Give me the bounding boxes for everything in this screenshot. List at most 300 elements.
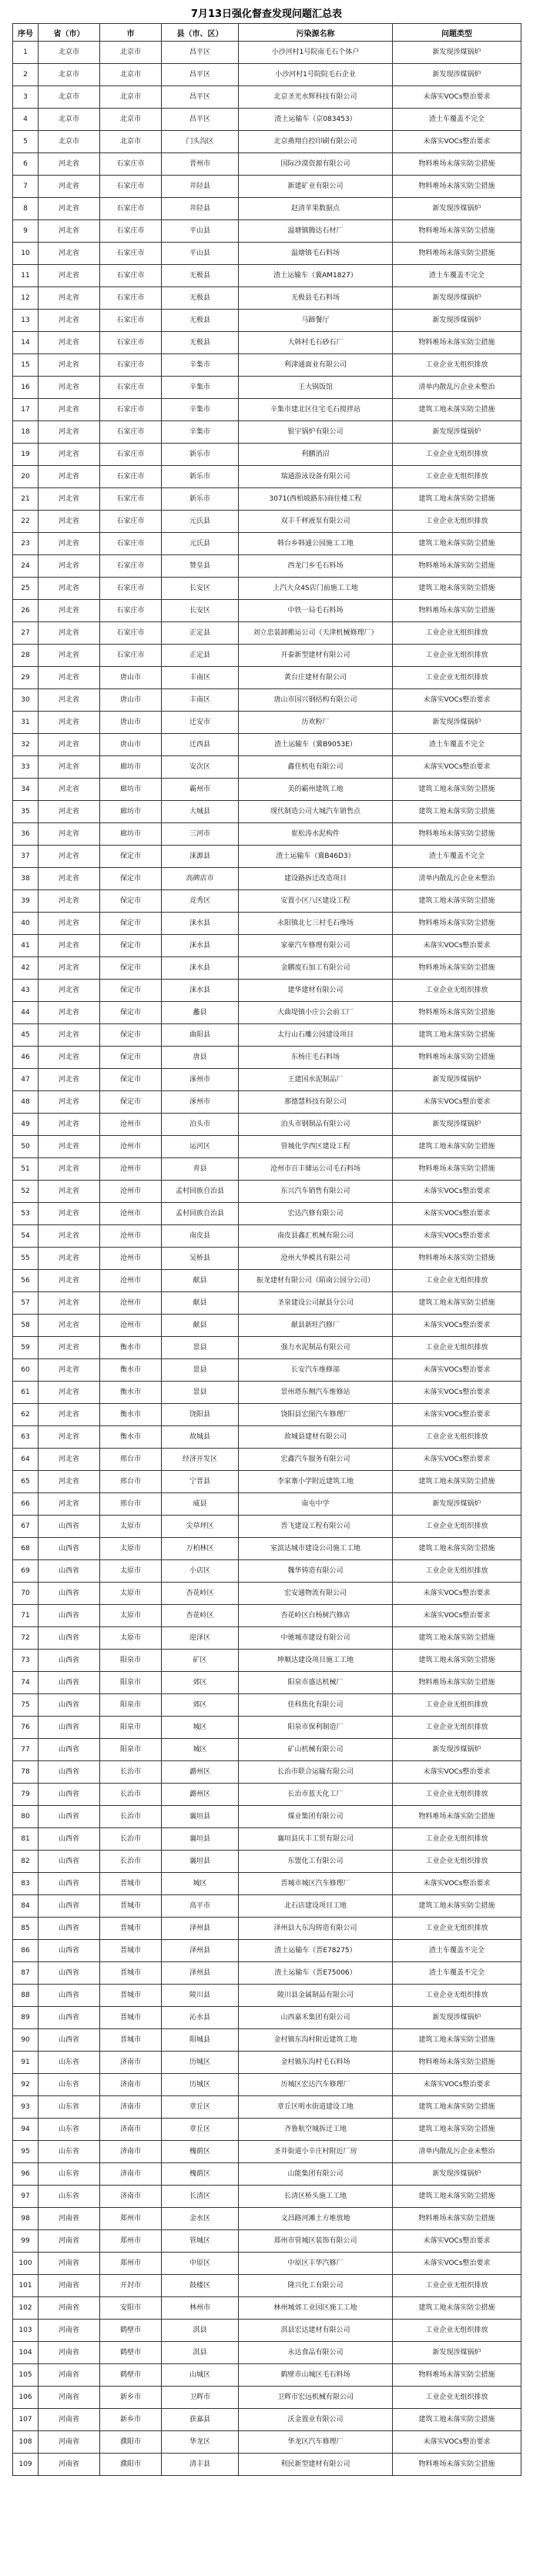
cell-province: 山西省: [39, 1739, 100, 1761]
cell-source-name: 李家寨小学附近建筑工地: [239, 1471, 393, 1493]
table-row: [13, 1181, 521, 1203]
cell-problem-type: 新发现涉煤锅炉: [393, 198, 521, 220]
cell-source-name: 晋飞建设工程有限公司: [239, 1516, 393, 1538]
cell-county: 杏花岭区: [162, 1605, 239, 1627]
cell-city: 长治市: [100, 1784, 162, 1806]
cell-source-name: 北京圣光水辉科技有限公司: [239, 86, 393, 109]
cell-province: 山西省: [39, 1895, 100, 1918]
table-row: [13, 1337, 521, 1359]
cell-county: 正定县: [162, 622, 239, 645]
cell-county: 井陉县: [162, 198, 239, 220]
cell-problem-type: 渣土车覆盖不完全: [393, 265, 521, 287]
cell-index: 26: [13, 600, 39, 622]
cell-source-name: 室滨达城市建设公司施工工地: [239, 1538, 393, 1560]
cell-province: 山东省: [39, 2052, 100, 2074]
cell-source-name: 温塘镇毛石料场: [239, 243, 393, 265]
cell-city: 衡水市: [100, 1382, 162, 1404]
cell-city: 阳泉市: [100, 1717, 162, 1739]
cell-source-name: 华龙区汽车修理厂: [239, 2431, 393, 2454]
cell-city: 石家庄市: [100, 511, 162, 533]
table-row: [13, 1136, 521, 1158]
table-row: [13, 86, 521, 109]
cell-source-name: 北石店建设项目工地: [239, 1895, 393, 1918]
cell-province: 河北省: [39, 1270, 100, 1292]
header-problem-type: 问题类型: [393, 24, 521, 42]
cell-county: 无极县: [162, 265, 239, 287]
cell-province: 山东省: [39, 2141, 100, 2163]
cell-index: 32: [13, 734, 39, 756]
cell-province: 河北省: [39, 667, 100, 689]
cell-county: 孟村回族自治县: [162, 1181, 239, 1203]
cell-problem-type: 新发现涉煤锅炉: [393, 64, 521, 86]
cell-city: 石家庄市: [100, 243, 162, 265]
cell-index: 25: [13, 578, 39, 600]
cell-index: 58: [13, 1315, 39, 1337]
cell-problem-type: 工业企业无组织排放: [393, 2387, 521, 2409]
cell-problem-type: 建筑工地未落实防尘措施: [393, 1627, 521, 1650]
cell-index: 51: [13, 1158, 39, 1181]
cell-province: 北京市: [39, 109, 100, 131]
cell-index: 66: [13, 1493, 39, 1516]
cell-source-name: 永达食品有限公司: [239, 2342, 393, 2364]
cell-problem-type: 渣土车覆盖不完全: [393, 734, 521, 756]
cell-city: 石家庄市: [100, 377, 162, 399]
cell-city: 晋城市: [100, 1895, 162, 1918]
cell-province: 河北省: [39, 600, 100, 622]
cell-province: 河北省: [39, 1493, 100, 1516]
cell-problem-type: 工业企业无组织排放: [393, 1337, 521, 1359]
table-row: [13, 1114, 521, 1136]
cell-index: 36: [13, 823, 39, 846]
cell-index: 98: [13, 2208, 39, 2230]
cell-source-name: 南屯中学: [239, 1493, 393, 1516]
table-row: [13, 578, 521, 600]
cell-problem-type: 物料堆场未落实防尘措施: [393, 1806, 521, 1828]
cell-source-name: 煤业集团有限公司: [239, 1806, 393, 1828]
cell-source-name: 赵清苹果数据点: [239, 198, 393, 220]
cell-city: 衡水市: [100, 1404, 162, 1426]
cell-city: 北京市: [100, 109, 162, 131]
cell-county: 迁安市: [162, 712, 239, 734]
cell-province: 山西省: [39, 1940, 100, 1962]
cell-city: 石家庄市: [100, 153, 162, 176]
cell-problem-type: 建筑工地未落实防尘措施: [393, 488, 521, 511]
table-row: [13, 957, 521, 980]
cell-province: 河北省: [39, 1136, 100, 1158]
cell-city: 唐山市: [100, 667, 162, 689]
cell-source-name: 泊头市钢制品有限公司: [239, 1114, 393, 1136]
cell-problem-type: 工业企业无组织排放: [393, 980, 521, 1002]
table-row: [13, 913, 521, 935]
cell-index: 3: [13, 86, 39, 109]
table-row: [13, 2074, 521, 2096]
cell-source-name: 郑州市管城区装饰有限公司: [239, 2230, 393, 2253]
cell-county: 管城区: [162, 2230, 239, 2253]
cell-city: 保定市: [100, 1002, 162, 1024]
cell-source-name: 新建矿业有限公司: [239, 176, 393, 198]
cell-city: 太原市: [100, 1538, 162, 1560]
table-row: [13, 2297, 521, 2320]
cell-index: 101: [13, 2275, 39, 2297]
cell-city: 晋城市: [100, 1985, 162, 2007]
cell-problem-type: 物料堆场未落实防尘措施: [393, 555, 521, 578]
cell-city: 沧州市: [100, 1225, 162, 1248]
cell-province: 山西省: [39, 1560, 100, 1583]
cell-city: 石家庄市: [100, 466, 162, 488]
cell-index: 35: [13, 801, 39, 823]
table-row: [13, 1873, 521, 1895]
table-row: [13, 488, 521, 511]
cell-index: 15: [13, 354, 39, 377]
cell-city: 太原市: [100, 1605, 162, 1627]
cell-index: 45: [13, 1024, 39, 1047]
cell-source-name: 沃金置业有限公司: [239, 2409, 393, 2431]
cell-problem-type: 未落实VOCs整治要求: [393, 2074, 521, 2096]
cell-province: 河北省: [39, 176, 100, 198]
cell-province: 河北省: [39, 1114, 100, 1136]
cell-county: 迎泽区: [162, 1627, 239, 1650]
table-row: [13, 332, 521, 354]
cell-index: 100: [13, 2253, 39, 2275]
cell-problem-type: 新发现涉煤锅炉: [393, 2007, 521, 2029]
cell-city: 濮阳市: [100, 2454, 162, 2476]
cell-city: 廊坊市: [100, 801, 162, 823]
cell-city: 北京市: [100, 86, 162, 109]
cell-source-name: 沧州大华模具有限公司: [239, 1248, 393, 1270]
cell-problem-type: 物料堆场未落实防尘措施: [393, 1672, 521, 1694]
cell-county: 涞水县: [162, 980, 239, 1002]
cell-province: 山东省: [39, 2186, 100, 2208]
table-row: [13, 1493, 521, 1516]
cell-source-name: 振龙建材有限公司（陌南公园分公司）: [239, 1270, 393, 1292]
cell-problem-type: 工业企业无组织排放: [393, 511, 521, 533]
cell-index: 11: [13, 265, 39, 287]
table-row: [13, 689, 521, 712]
cell-province: 山西省: [39, 1985, 100, 2007]
cell-problem-type: 物料堆场未落实防尘措施: [393, 600, 521, 622]
cell-province: 河北省: [39, 868, 100, 890]
cell-province: 山东省: [39, 2163, 100, 2186]
cell-county: 丰南区: [162, 667, 239, 689]
table-row: [13, 1248, 521, 1270]
cell-index: 83: [13, 1873, 39, 1895]
cell-city: 晋城市: [100, 1962, 162, 1985]
cell-source-name: 文昌路河滩土方堆放地: [239, 2208, 393, 2230]
cell-province: 河北省: [39, 1292, 100, 1315]
cell-index: 6: [13, 153, 39, 176]
table-row: [13, 1605, 521, 1627]
cell-county: 迁西县: [162, 734, 239, 756]
table-row: [13, 1560, 521, 1583]
cell-problem-type: 清单内散乱污企业未整治: [393, 377, 521, 399]
cell-province: 河北省: [39, 1404, 100, 1426]
cell-index: 14: [13, 332, 39, 354]
cell-problem-type: 物料堆场未落实防尘措施: [393, 176, 521, 198]
cell-city: 石家庄市: [100, 645, 162, 667]
header-index: 序号: [13, 24, 39, 42]
cell-problem-type: 新发现涉煤锅炉: [393, 310, 521, 332]
cell-province: 山西省: [39, 1650, 100, 1672]
cell-city: 石家庄市: [100, 399, 162, 421]
cell-city: 石家庄市: [100, 354, 162, 377]
table-row: [13, 1538, 521, 1560]
cell-city: 保定市: [100, 913, 162, 935]
table-row: [13, 354, 521, 377]
cell-county: 襄垣县: [162, 1806, 239, 1828]
cell-city: 新乡市: [100, 2409, 162, 2431]
cell-source-name: 马蹄餐厅: [239, 310, 393, 332]
cell-index: 92: [13, 2074, 39, 2096]
cell-source-name: 小沙河村1号院南毛石个体户: [239, 42, 393, 64]
cell-problem-type: 建筑工地未落实防尘措施: [393, 533, 521, 555]
cell-county: 卫辉市: [162, 2387, 239, 2409]
cell-problem-type: 渣土车覆盖不完全: [393, 1962, 521, 1985]
cell-source-name: 黄台庄建材有限公司: [239, 667, 393, 689]
cell-county: 泽州县: [162, 1962, 239, 1985]
table-row: [13, 1382, 521, 1404]
table-row: [13, 555, 521, 578]
cell-city: 石家庄市: [100, 421, 162, 444]
table-row: [13, 1225, 521, 1248]
cell-source-name: 利民新型建材有限公司: [239, 2454, 393, 2476]
table-row: [13, 1292, 521, 1315]
table-body: [13, 42, 521, 2476]
cell-source-name: 王建国水泥制品厂: [239, 1069, 393, 1091]
cell-source-name: 卫辉市宏远机械有限公司: [239, 2387, 393, 2409]
cell-index: 60: [13, 1359, 39, 1382]
cell-problem-type: 物料堆场未落实防尘措施: [393, 2208, 521, 2230]
cell-problem-type: 物料堆场未落实防尘措施: [393, 2454, 521, 2476]
cell-county: 无极县: [162, 332, 239, 354]
cell-city: 郑州市: [100, 2230, 162, 2253]
table-row: [13, 1315, 521, 1337]
cell-index: 9: [13, 220, 39, 243]
cell-city: 太原市: [100, 1627, 162, 1650]
cell-city: 衡水市: [100, 1426, 162, 1449]
cell-index: 62: [13, 1404, 39, 1426]
cell-problem-type: 未落实VOCs整治要求: [393, 1382, 521, 1404]
cell-county: 章丘区: [162, 2096, 239, 2119]
cell-problem-type: 未落实VOCs整治要求: [393, 2230, 521, 2253]
cell-province: 河北省: [39, 354, 100, 377]
cell-county: 泊头市: [162, 1114, 239, 1136]
cell-index: 81: [13, 1828, 39, 1851]
cell-county: 宁晋县: [162, 1471, 239, 1493]
cell-county: 元氏县: [162, 533, 239, 555]
cell-province: 河北省: [39, 712, 100, 734]
cell-county: 安次区: [162, 756, 239, 779]
cell-index: 7: [13, 176, 39, 198]
cell-city: 沧州市: [100, 1114, 162, 1136]
cell-province: 山西省: [39, 1784, 100, 1806]
cell-county: 经济开发区: [162, 1449, 239, 1471]
cell-problem-type: 未落实VOCs整治要求: [393, 1091, 521, 1114]
cell-county: 高平市: [162, 1895, 239, 1918]
cell-county: 平山县: [162, 220, 239, 243]
cell-problem-type: 建筑工地未落实防尘措施: [393, 2096, 521, 2119]
table-row: [13, 980, 521, 1002]
cell-province: 山东省: [39, 2074, 100, 2096]
cell-province: 山西省: [39, 1918, 100, 1940]
cell-city: 石家庄市: [100, 198, 162, 220]
cell-source-name: 渣土运输车（晋E78275）: [239, 1940, 393, 1962]
table-row: [13, 2007, 521, 2029]
table-row: [13, 243, 521, 265]
cell-index: 21: [13, 488, 39, 511]
cell-province: 河北省: [39, 622, 100, 645]
cell-source-name: 章丘区明水街道建设工地: [239, 2096, 393, 2119]
cell-source-name: 渣土运输车（冀B9053E）: [239, 734, 393, 756]
table-row: [13, 801, 521, 823]
table-row: [13, 1627, 521, 1650]
cell-province: 北京市: [39, 86, 100, 109]
cell-problem-type: 未落实VOCs整治要求: [393, 689, 521, 712]
cell-province: 河北省: [39, 332, 100, 354]
cell-province: 河北省: [39, 198, 100, 220]
table-row: [13, 1650, 521, 1672]
cell-index: 79: [13, 1784, 39, 1806]
table-row: [13, 153, 521, 176]
table-row: [13, 421, 521, 444]
cell-province: 河北省: [39, 935, 100, 957]
cell-index: 1: [13, 42, 39, 64]
cell-index: 18: [13, 421, 39, 444]
cell-problem-type: 物料堆场未落实防尘措施: [393, 1158, 521, 1181]
cell-source-name: 陵川县金属制品有限公司: [239, 1985, 393, 2007]
table-row: [13, 1940, 521, 1962]
cell-city: 石家庄市: [100, 555, 162, 578]
cell-source-name: 佳科焦化有限公司: [239, 1694, 393, 1717]
cell-index: 38: [13, 868, 39, 890]
cell-index: 104: [13, 2342, 39, 2364]
cell-problem-type: 工业企业无组织排放: [393, 354, 521, 377]
cell-problem-type: 新发现涉煤锅炉: [393, 1069, 521, 1091]
cell-problem-type: 渣土车覆盖不完全: [393, 846, 521, 868]
cell-city: 北京市: [100, 131, 162, 153]
cell-index: 84: [13, 1895, 39, 1918]
cell-index: 107: [13, 2409, 39, 2431]
cell-city: 保定市: [100, 846, 162, 868]
cell-province: 河南省: [39, 2454, 100, 2476]
cell-county: 辛集市: [162, 377, 239, 399]
cell-province: 河北省: [39, 1382, 100, 1404]
cell-source-name: 强力水泥制品有限公司: [239, 1337, 393, 1359]
cell-county: 槐荫区: [162, 2163, 239, 2186]
table-row: [13, 2387, 521, 2409]
cell-province: 河北省: [39, 488, 100, 511]
cell-county: 金水区: [162, 2208, 239, 2230]
cell-problem-type: 工业企业无组织排放: [393, 1784, 521, 1806]
cell-source-name: 韩台乡韩通公园施工工地: [239, 533, 393, 555]
cell-county: 潞州区: [162, 1761, 239, 1784]
cell-city: 保定市: [100, 1091, 162, 1114]
table-row: [13, 1516, 521, 1538]
cell-problem-type: 建筑工地未落实防尘措施: [393, 2119, 521, 2141]
cell-problem-type: 未落实VOCs整治要求: [393, 131, 521, 153]
cell-province: 河北省: [39, 220, 100, 243]
cell-source-name: 宏安通物流有限公司: [239, 1583, 393, 1605]
cell-source-name: 历欢粉厂: [239, 712, 393, 734]
cell-province: 山西省: [39, 1828, 100, 1851]
cell-city: 石家庄市: [100, 600, 162, 622]
cell-index: 74: [13, 1672, 39, 1694]
cell-province: 山西省: [39, 1851, 100, 1873]
cell-county: 孟村回族自治县: [162, 1203, 239, 1225]
cell-county: 槐荫区: [162, 2141, 239, 2163]
cell-source-name: 齐鲁航空城拆迁工地: [239, 2119, 393, 2141]
cell-city: 石家庄市: [100, 488, 162, 511]
cell-county: 蠡县: [162, 1002, 239, 1024]
cell-province: 河北省: [39, 689, 100, 712]
cell-index: 94: [13, 2119, 39, 2141]
cell-county: 昌平区: [162, 109, 239, 131]
cell-province: 河北省: [39, 1047, 100, 1069]
cell-index: 27: [13, 622, 39, 645]
cell-problem-type: 未落实VOCs整治要求: [393, 1225, 521, 1248]
cell-county: 郊区: [162, 1694, 239, 1717]
cell-province: 山西省: [39, 1516, 100, 1538]
cell-source-name: 长治市联合运输有限公司: [239, 1761, 393, 1784]
table-row: [13, 645, 521, 667]
cell-index: 33: [13, 756, 39, 779]
cell-problem-type: 新发现涉煤锅炉: [393, 2342, 521, 2364]
cell-problem-type: 建筑工地未落实防尘措施: [393, 399, 521, 421]
table-row: [13, 466, 521, 488]
cell-index: 64: [13, 1449, 39, 1471]
cell-source-name: 故城县建材有限公司: [239, 1426, 393, 1449]
cell-province: 河南省: [39, 2230, 100, 2253]
cell-source-name: 晋城市城区汽车修理厂: [239, 1873, 393, 1895]
cell-city: 衡水市: [100, 1337, 162, 1359]
table-row: [13, 1069, 521, 1091]
cell-county: 元氏县: [162, 511, 239, 533]
cell-index: 5: [13, 131, 39, 153]
cell-county: 昌平区: [162, 86, 239, 109]
cell-source-name: 开泰新型建材有限公司: [239, 645, 393, 667]
cell-index: 44: [13, 1002, 39, 1024]
cell-problem-type: 工业企业无组织排放: [393, 1851, 521, 1873]
cell-problem-type: 建筑工地未落实防尘措施: [393, 1650, 521, 1672]
cell-problem-type: 未落实VOCs整治要求: [393, 1873, 521, 1895]
table-row: [13, 1761, 521, 1784]
cell-province: 河北省: [39, 533, 100, 555]
cell-city: 邢台市: [100, 1493, 162, 1516]
table-row: [13, 176, 521, 198]
table-row: [13, 2342, 521, 2364]
cell-problem-type: 工业企业无组织排放: [393, 1516, 521, 1538]
cell-index: 71: [13, 1605, 39, 1627]
cell-problem-type: 建筑工地未落实防尘措施: [393, 2186, 521, 2208]
cell-index: 91: [13, 2052, 39, 2074]
cell-index: 12: [13, 287, 39, 310]
table-row: [13, 667, 521, 689]
cell-city: 新乡市: [100, 2387, 162, 2409]
cell-city: 北京市: [100, 42, 162, 64]
cell-source-name: 坤顺达建设项目施工工地: [239, 1650, 393, 1672]
cell-city: 鹤壁市: [100, 2320, 162, 2342]
table-row: [13, 310, 521, 332]
cell-source-name: 辛集市建北区住宅毛石搅拌站: [239, 399, 393, 421]
cell-source-name: 双丰千秤液泵有限公司: [239, 511, 393, 533]
table-row: [13, 823, 521, 846]
cell-source-name: 中原区丰华汽修厂: [239, 2253, 393, 2275]
cell-province: 河北省: [39, 756, 100, 779]
cell-county: 涿州市: [162, 1069, 239, 1091]
cell-source-name: 上汽大众4S店门前施工工地: [239, 578, 393, 600]
header-row: [13, 24, 521, 42]
cell-province: 北京市: [39, 131, 100, 153]
cell-city: 沧州市: [100, 1158, 162, 1181]
